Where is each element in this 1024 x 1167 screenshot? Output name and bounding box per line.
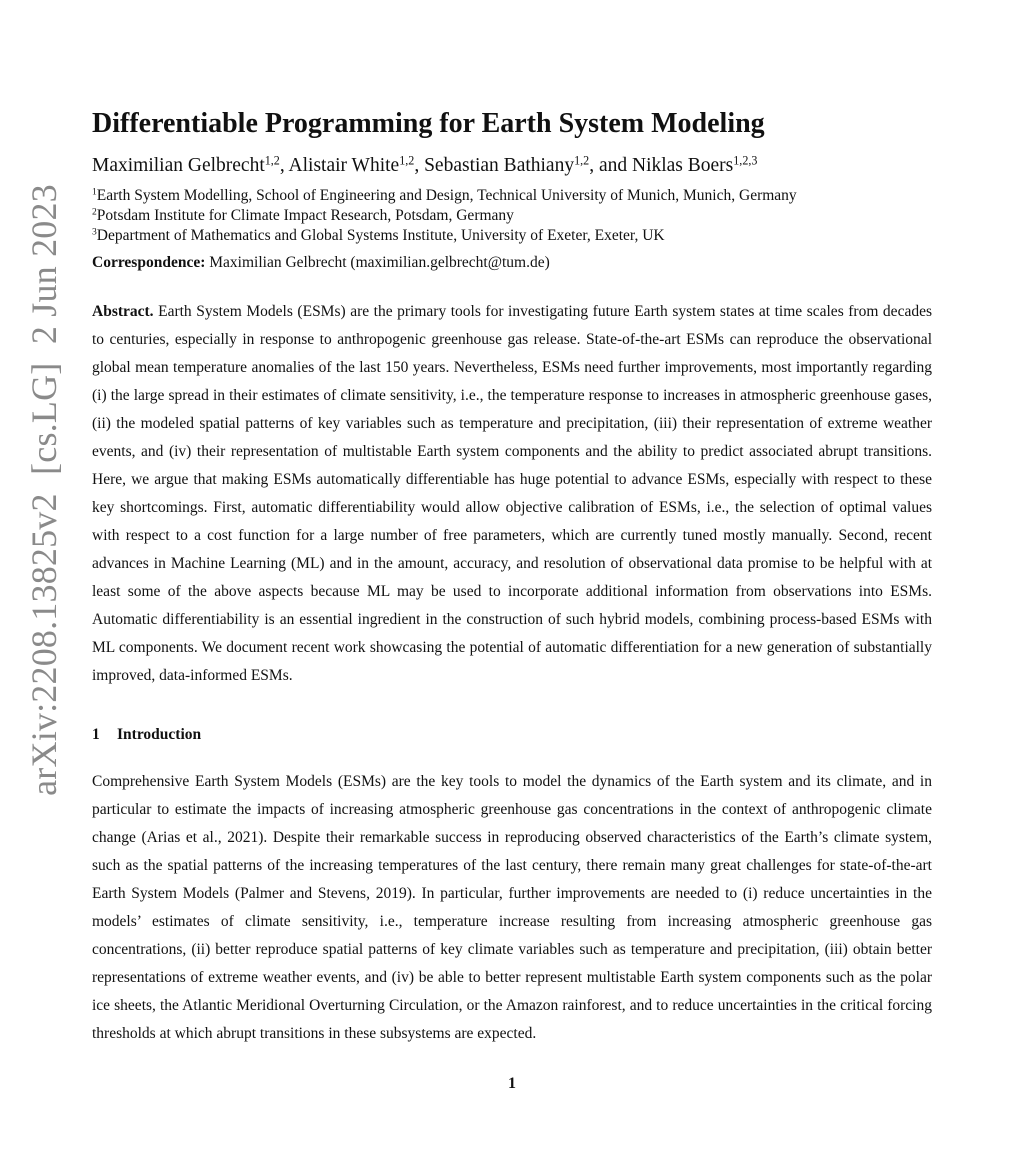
introduction-paragraph: Comprehensive Earth System Models (ESMs) are the key tools to model the dynamics of the Earth system and its climate, and in particular to estimate the impacts of increasing atmospheric greenhouse gas concentrations in the context of anthropogenic climate change (Arias et al., 2021). Despite their remarkable success in reproducing observed characteristics of the Earth’s climate system, such as the spatial patterns of the increasing temperatures of the last century, there remain many great challenges for state-of-the-art Earth System Models (Palmer and Stevens, 2019). In particular, further improvements are needed to (i) reduce uncertainties in the models’ estimates of climate sensitivity, i.e., temperature increase resulting from increasing atmospheric greenhouse gas concentrations, (ii) better reproduce spatial patterns of key climate variables such as temperature and precipitation, (iii) obtain better representations of extreme weather events, and (iv) be able to better represent multistable Earth system components such as the polar ice sheets, the Atlantic Meridional Overturning Circulation, or the Amazon rainforest, and to reduce uncertainties in the critical forcing thresholds at which abrupt transitions in these subsystems are expected.	[92, 773, 932, 1042]
section-heading	[92, 726, 201, 744]
affiliation-1	[92, 187, 797, 205]
paper-title: Differentiable Programming for Earth System Modeling	[92, 108, 765, 139]
affiliation-text: Department of Mathematics and Global Systems Institute, University of Exeter, Exeter, UK	[96, 227, 665, 244]
author-name: Alistair White	[288, 155, 400, 176]
correspondence-text: Maximilian Gelbrecht (maximilian.gelbrecht@tum.de)	[205, 254, 550, 271]
arxiv-identifier: arXiv:2208.13825v2 [cs.LG] 2 Jun 2023	[24, 184, 64, 796]
author-affiliation-marker: 1,2	[264, 153, 280, 168]
author-affiliation-marker: 1,2,3	[733, 153, 758, 168]
author-separator: ,	[279, 155, 289, 176]
author-affiliation-marker: 1,2	[574, 153, 590, 168]
affiliation-number: 2	[92, 206, 97, 218]
author-separator: ,	[414, 155, 425, 176]
page-number: 1	[508, 1075, 516, 1092]
section-title: Introduction	[117, 726, 202, 743]
abstract	[92, 298, 932, 690]
section-number: 1	[92, 726, 100, 743]
affiliation-number: 1	[92, 186, 97, 198]
correspondence-label: Correspondence:	[92, 254, 206, 271]
affiliation-2	[92, 207, 514, 225]
abstract-label: Abstract.	[92, 303, 154, 320]
affiliation-3	[92, 227, 665, 245]
author-name: Sebastian Bathiany	[424, 155, 575, 176]
affiliation-text: Potsdam Institute for Climate Impact Research, Potsdam, Germany	[96, 207, 514, 224]
author-name: Niklas Boers	[631, 155, 734, 176]
affiliation-text: Earth System Modelling, School of Engineering and Design, Technical University of Munich, Munich, Germany	[96, 187, 797, 204]
author-separator: , and	[589, 155, 632, 176]
correspondence	[92, 254, 550, 272]
abstract-text: Earth System Models (ESMs) are the primary tools for investigating future Earth system states at time scales from decades to centuries, especially in response to anthropogenic greenhouse gas release. State-of-the-art ESMs can reproduce the observational global mean temperature anomalies of the last 150 years. Nevertheless, ESMs need further improvements, most importantly regarding (i) the large spread in their estimates of climate sensitivity, i.e., the temperature response to increases in atmospheric greenhouse gases, (ii) the modeled spatial patterns of key variables such as temperature and precipitation, (iii) their representation of extreme weather events, and (iv) their representation of multistable Earth system components and the ability to predict associated abrupt transitions. Here, we argue that making ESMs automatically differentiable has huge potential to advance ESMs, especially with respect to these key shortcomings. First, automatic differentiability would allow objective calibration of ESMs, i.e., the selection of optimal values with respect to a cost function for a large number of free parameters, which are currently tuned mostly manually. Second, recent advances in Machine Learning (ML) and in the amount, accuracy, and resolution of observational data promise to be helpful with at least some of the above aspects because ML may be used to incorporate additional information from observations into ESMs. Automatic differentiability is an essential ingredient in the construction of such hybrid models, combining process-based ESMs with ML components. We document recent work showcasing the potential of automatic differentiation for a new generation of substantially improved, data-informed ESMs.	[92, 303, 932, 684]
author-name: Maximilian Gelbrecht	[92, 155, 265, 176]
author-affiliation-marker: 1,2	[399, 153, 415, 168]
author-list	[92, 155, 757, 177]
affiliation-number: 3	[92, 226, 97, 238]
